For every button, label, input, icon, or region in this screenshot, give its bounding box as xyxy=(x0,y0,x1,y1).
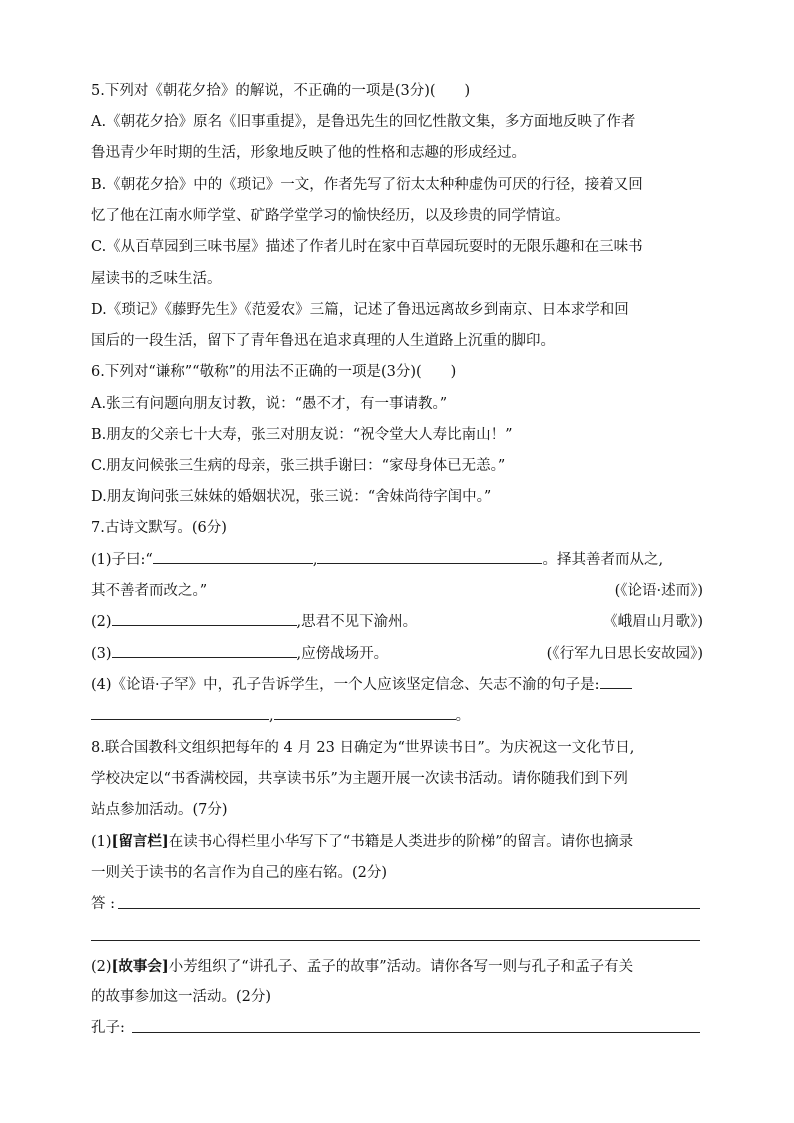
q5-option-d-line2: 国后的一段生活，留下了青年鲁迅在追求真理的人生道路上沉重的脚印。 xyxy=(91,333,555,349)
q7-item4-blank1[interactable] xyxy=(91,704,269,720)
q5-option-b-line2: 忆了他在江南水师学堂、矿路学堂学习的愉快经历，以及珍贵的同学情谊。 xyxy=(91,208,570,224)
q5-option-a-line2: 鲁迅青少年时期的生活，形象地反映了他的性格和志趣的形成经过。 xyxy=(91,145,526,161)
q6-option-a: A.张三有问题向朋友讨教，说：“愚不才，有一事请教。” xyxy=(91,396,448,412)
q8-kongzi-label: 孔子: xyxy=(91,1020,125,1036)
q5-option-d-line1: D.《琐记》《藤野先生》《范爱农》三篇，记述了鲁迅远离故乡到南京、日本求学和回 xyxy=(91,302,629,318)
q5-option-a-line1: A.《朝花夕拾》原名《旧事重提》，是鲁迅先生的回忆性散文集，多方面地反映了作者 xyxy=(91,114,636,130)
q7-item4-line2 xyxy=(91,701,703,732)
q7-item2-suffix: ,思君不见下渝州。 xyxy=(296,614,418,630)
q8-intro-line3: 站点参加活动。(7分) xyxy=(91,802,228,818)
q7-item1-source: (《论语·述而》) xyxy=(614,583,703,599)
q5-stem: 5.下列对《朝花夕拾》的解说，不正确的一项是(3分)( ) xyxy=(91,83,471,99)
q8-intro-line1: 8.联合国教科文组织把每年的 4 月 23 日确定为“世界读书日”。为庆祝这一文化节日, xyxy=(91,740,635,756)
q8-kongzi-answer-line[interactable] xyxy=(132,1032,700,1033)
q6-option-b: B.朋友的父亲七十大寿，张三对朋友说：“祝令堂大人寿比南山！” xyxy=(91,427,513,443)
q7-stem: 7.古诗文默写。(6分) xyxy=(91,520,227,536)
q8-answer-line2[interactable] xyxy=(91,940,700,941)
q7-item1-line2 xyxy=(91,576,703,607)
q7-item2-blank[interactable] xyxy=(112,610,297,626)
q8-sub2-line1 xyxy=(91,951,703,982)
q8-answer-label: 答 : xyxy=(91,896,115,912)
q8-sub2-line2: 的故事参加这一活动。(2分) xyxy=(91,989,272,1005)
q8-sub1-text: 在读书心得栏里小华写下了“书籍是人类进步的阶梯”的留言。请你也摘录 xyxy=(168,834,634,850)
q7-item1-continuation: 其不善者而改之。” xyxy=(91,583,208,599)
q7-item2 xyxy=(91,607,703,638)
q6-stem: 6.下列对“谦称”“敬称”的用法不正确的一项是(3分)( ) xyxy=(91,364,457,380)
q7-item3 xyxy=(91,639,703,670)
q7-item4-end: 。 xyxy=(455,708,471,724)
q6-option-d: D.朋友询问张三妹妹的婚姻状况，张三说：“舍妹尚待字闺中。” xyxy=(91,489,492,505)
q7-item1-separator: , xyxy=(312,552,318,568)
q7-item4-text: (4)《论语·子罕》中，孔子告诉学生，一个人应该坚定信念、矢志不渝的句子是: xyxy=(91,677,600,693)
q8-sub1-tag: [留言栏] xyxy=(111,833,169,850)
q7-item3-blank[interactable] xyxy=(112,642,297,658)
q7-item2-prefix: (2) xyxy=(91,614,112,630)
q7-item1-prefix: (1)子曰:“ xyxy=(91,552,153,568)
q7-item1-blank2[interactable] xyxy=(317,548,542,564)
q7-item4-blank2[interactable] xyxy=(274,704,456,720)
q8-sub2-text: 小芳组织了“讲孔子、孟子的故事”活动。请你各写一则与孔子和孟子有关 xyxy=(168,959,634,975)
q7-item4-line1 xyxy=(91,670,703,701)
q7-item3-prefix: (3) xyxy=(91,646,112,662)
q8-intro-line2: 学校决定以“书香满校园，共享读书乐”为主题开展一次读书活动。请你随我们到下列 xyxy=(91,771,628,787)
q8-sub2-prefix: (2) xyxy=(91,959,112,975)
q5-option-b-line1: B.《朝花夕拾》中的《琐记》一文，作者先写了衍太太种种虚伪可厌的行径，接着又回 xyxy=(91,177,643,193)
q7-item4-blank0[interactable] xyxy=(600,673,632,689)
q7-item1-line1 xyxy=(91,545,703,576)
q7-item1-blank1[interactable] xyxy=(153,548,313,564)
q7-item3-source: (《行军九日思长安故园》) xyxy=(546,646,703,662)
q5-option-c-line2: 屋读书的乏味生活。 xyxy=(91,271,222,287)
q8-sub1-line1 xyxy=(91,826,703,857)
q7-item3-suffix: ,应傍战场开。 xyxy=(296,646,389,662)
q5-option-c-line1: C.《从百草园到三味书屋》描述了作者儿时在家中百草园玩耍时的无限乐趣和在三味书 xyxy=(91,239,643,255)
q7-item4-separator: , xyxy=(269,708,274,724)
q8-sub2-tag: [故事会] xyxy=(111,958,169,975)
q8-sub1-prefix: (1) xyxy=(91,834,112,850)
q8-answer-line1[interactable] xyxy=(118,908,700,909)
q7-item2-source: 《峨眉山月歌》) xyxy=(603,614,703,630)
q8-sub1-line2: 一则关于读书的名言作为自己的座右铭。(2分) xyxy=(91,865,388,881)
q6-option-c: C.朋友问候张三生病的母亲，张三拱手谢曰：“家母身体已无恙。” xyxy=(91,458,506,474)
q7-item1-suffix: 。择其善者而从之, xyxy=(542,552,664,568)
